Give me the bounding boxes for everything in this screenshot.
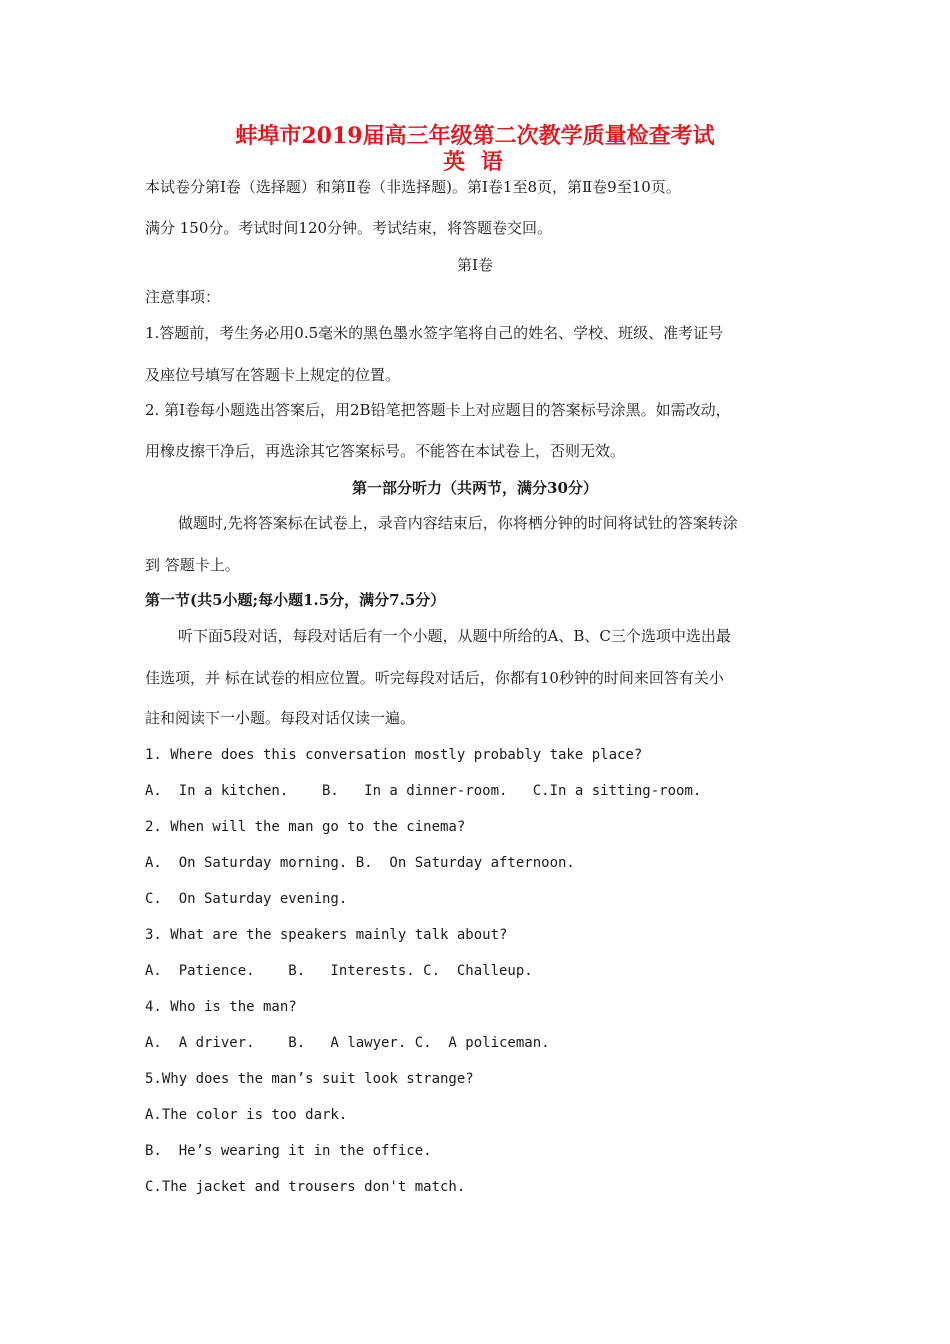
exam-title: 蚌埠市2019届高三年级第二次教学质量检查考试 bbox=[235, 123, 715, 149]
notice-2-line-1: 2. 第Ⅰ卷每小题选出答案后，用2B铅笔把答题卡上对应题目的答案标号涂黑。如需改动， bbox=[145, 401, 731, 419]
notice-1-line-2: 及座位号填写在答题卡上规定的位置。 bbox=[145, 366, 401, 384]
volume-heading: 第Ⅰ卷 bbox=[457, 256, 493, 274]
question-3: 3. What are the speakers mainly talk about? bbox=[145, 927, 508, 943]
question-2: 2. When will the man go to the cinema? bbox=[145, 819, 466, 835]
part1-heading: 第一部分听力（共两节，满分30分） bbox=[352, 479, 598, 497]
notice-title: 注意事项： bbox=[145, 288, 221, 306]
subject-title: 英 语 bbox=[443, 149, 507, 175]
question-5: 5.Why does the man’s suit look strange? bbox=[145, 1071, 474, 1087]
section1-instruction-line-3: 註和阅读下一小题。每段对话仅读一遍。 bbox=[145, 709, 416, 727]
notice-1-line-1: 1.答题前，考生务必用0.5毫米的黑色墨水签字笔将自己的姓名、学校、班级、准考证号 bbox=[145, 324, 724, 342]
section1-instruction-line-2: 佳选项，并 标在试卷的相应位置。听完每段对话后，你都有10秒钟的时间来回答有关小 bbox=[145, 669, 724, 687]
notice-2-line-2: 用橡皮擦干净后，再选涂其它答案标号。不能答在本试卷上，否则无效。 bbox=[145, 442, 626, 460]
question-5-option-a: A.The color is too dark. bbox=[145, 1107, 348, 1123]
section1-heading: 第一节(共5小题;每小题1.5分，满分7.5分） bbox=[145, 591, 446, 609]
question-2-option-c: C. On Saturday evening. bbox=[145, 891, 348, 907]
question-1-options: A. In a kitchen. B. In a dinner-room. C.In a sitting-room. bbox=[145, 783, 702, 799]
question-4-options: A. A driver. B. A lawyer. C. A policeman. bbox=[145, 1035, 550, 1051]
intro-line-2: 满分 150分。考试时间120分钟。考试结束，将答题卷交回。 bbox=[145, 219, 553, 237]
question-2-options-ab: A. On Saturday morning. B. On Saturday afternoon. bbox=[145, 855, 575, 871]
question-5-option-b: B. He’s wearing it in the office. bbox=[145, 1143, 432, 1159]
question-3-options: A. Patience. B. Interests. C. Challeup. bbox=[145, 963, 533, 979]
question-1: 1. Where does this conversation mostly probably take place? bbox=[145, 747, 643, 763]
part1-instruction-line-2: 到 答题卡上。 bbox=[145, 556, 240, 574]
question-5-option-c: C.The jacket and trousers don't match. bbox=[145, 1179, 466, 1195]
intro-line-1: 本试卷分第Ⅰ卷（选择题）和第Ⅱ卷（非选择题)。第Ⅰ卷1至8页，第Ⅱ卷9至10页。 bbox=[145, 178, 681, 196]
section1-instruction-line-1: 听下面5段对话，每段对话后有一个小题，从题中所给的A、B、C三个选项中选出最 bbox=[178, 627, 731, 645]
part1-instruction-line-1: 做题时,先将答案标在试卷上，录音内容结束后，你将栖分钟的时间将试钍的答案转涂 bbox=[178, 514, 738, 532]
question-4: 4. Who is the man? bbox=[145, 999, 297, 1015]
